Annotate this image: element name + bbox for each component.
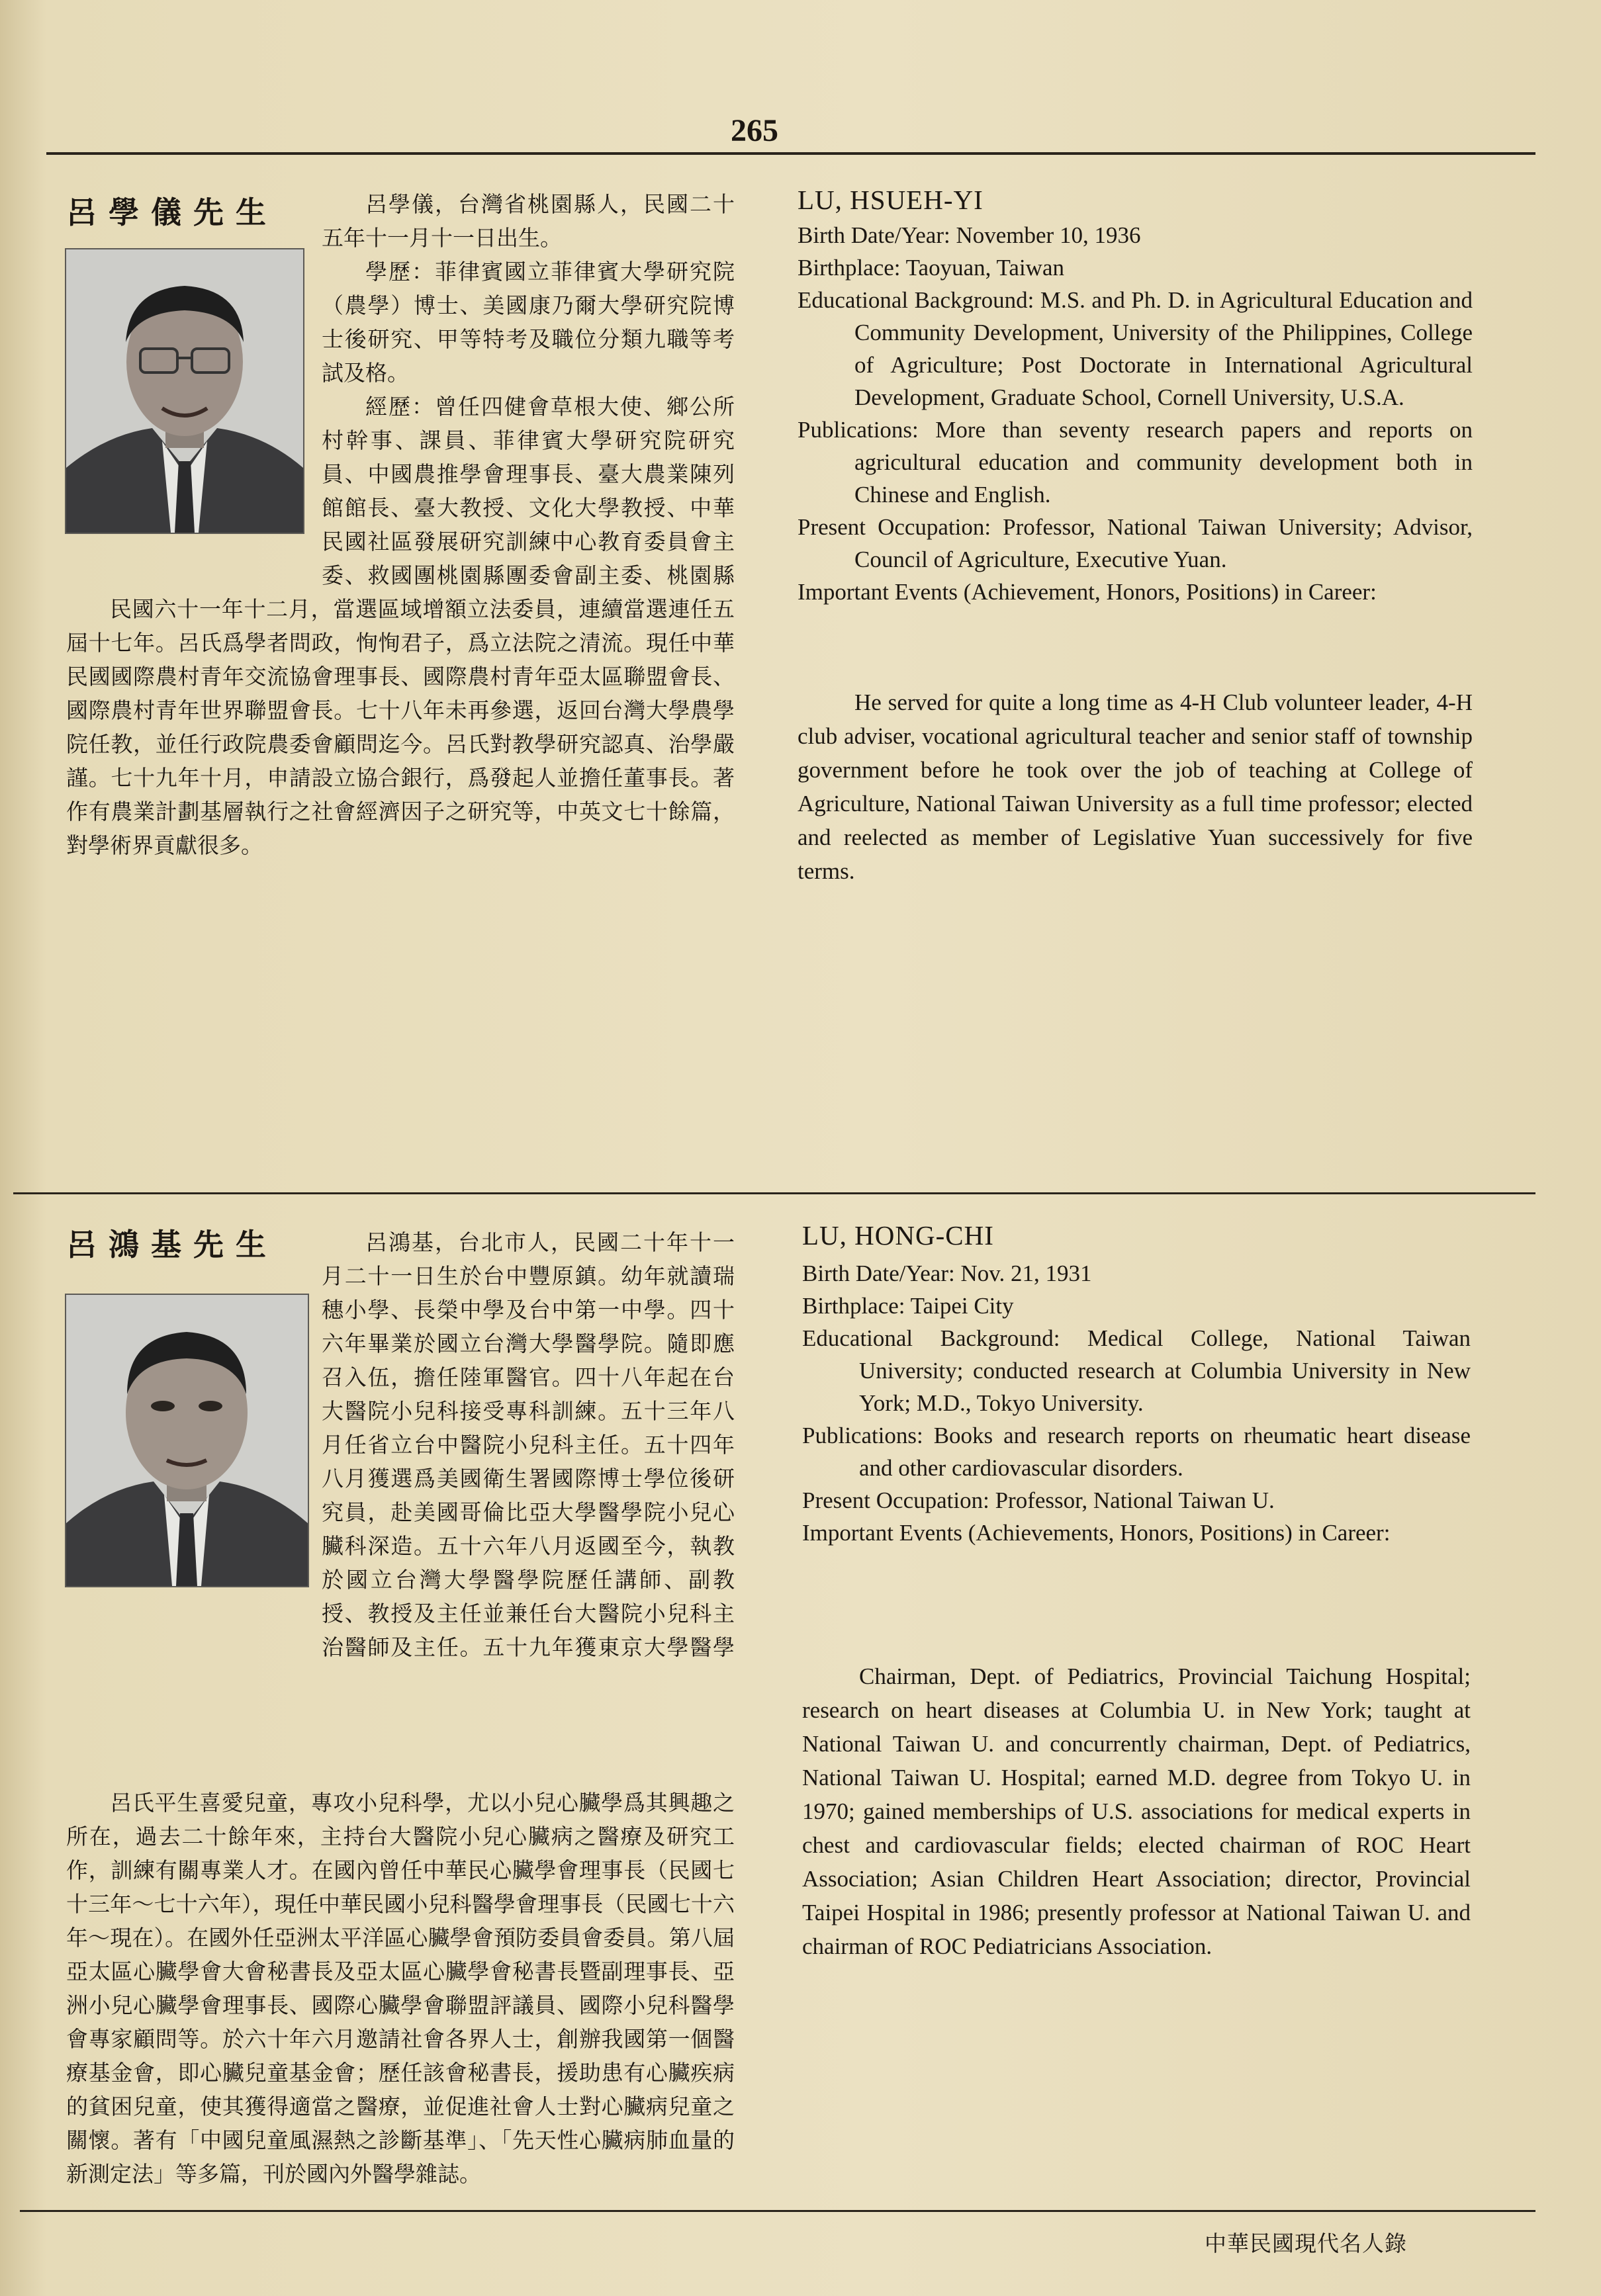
entry-2-chinese-biography xyxy=(66,1225,735,1664)
entry-2-chinese-interests xyxy=(66,1786,735,2191)
entry-1-chinese-intro: 呂學儀，台灣省桃園縣人，民國二十五年十一月十一日出生。 xyxy=(322,191,735,251)
entry-1-chinese-career-cont xyxy=(66,592,735,862)
entry-2-publications: Publications: Books and research reports on rheumatic heart disease and other cardiovascular disorders. xyxy=(802,1423,1471,1481)
entry-2-chinese-research: 呂氏平生喜愛兒童，專攻小兒科學，尤以小兒心臟學爲其興趣之所在，過去二十餘年來，主持台大醫院小兒心臟病之醫療及研究工作，訓練有關專業人才。在國內曾任中華民心臟學會理事長（民國七十三年～七十六年），現任中華民國小兒科醫學會理事長（民國七十六年～現在）。在國外任亞洲太平洋區心臟學會預防委員會委員。第八屆亞太區心臟學會大會秘書長及亞太區心臟學會秘書長暨副理事長、亞洲小兒心臟學會理事長、國際心臟學會聯盟評議員、國際小兒科醫學會專家顧問等。於六十年六月邀請社會各界人士，創辦我國第一個醫療基金會，即心臟兒童基金會；歷任該會秘書長，援助患有心臟疾病的貧困兒童，使其獲得適當之醫療，並促進社會人士對心臟病兒童之關懷。著有「中國兒童風濕熱之診斷基準」、「先天性心臟病肺血量的新測定法」等多篇，刊於國內外醫學雜誌。 xyxy=(66,1790,735,2187)
section-divider xyxy=(13,1192,1535,1194)
entry-2-occupation: Present Occupation: Professor, National Taiwan U. xyxy=(802,1487,1275,1513)
entry-2-chinese-career: 呂鴻基，台北市人，民國二十年十一月二十一日生於台中豐原鎮。幼年就讀瑞穗小學、長榮中學及台中第一中學。四十六年畢業於國立台灣大學醫學院。隨即應召入伍，擔任陸軍醫官。四十八年起在台大醫院小兒科接受專科訓練。五十三年八月任省立台中醫院小兒科主任。五十四年八月獲選爲美國衛生署國際博士學位後研究員，赴美國哥倫比亞大學醫學院小兒心臟科深造。五十六年八月返國至今，執教於國立台灣大學醫學院歷任講師、副教授、教授及主任並兼任台大醫院小兒科主治醫師及主任。五十九年獲東京大學醫學 xyxy=(322,1229,735,1660)
page-number: 265 xyxy=(731,113,778,148)
entry-2-chinese-name: 呂鴻基先生 xyxy=(66,1227,278,1262)
entry-2-english-name: LU, HONG-CHI xyxy=(802,1220,994,1251)
entry-2-english-fields xyxy=(802,1257,1471,1549)
entry-1-birth-date: Birth Date/Year: November 10, 1936 xyxy=(798,222,1141,248)
entry-1-english-fields xyxy=(798,219,1473,608)
entry-1-birthplace: Birthplace: Taoyuan, Taiwan xyxy=(798,255,1064,281)
entry-1-chinese-name: 呂學儀先生 xyxy=(66,195,278,230)
entry-1-occupation: Present Occupation: Professor, National Taiwan University; Advisor, Council of Agriculture, Executive Yuan. xyxy=(798,514,1473,572)
entry-1-education: Educational Background: M.S. and Ph. D. in Agricultural Education and Community Development, University of the Philippines, College of Agriculture; Post Doctorate in International Agricultural Development, Graduate School, Cornell University, U.S.A. xyxy=(798,287,1473,410)
footer-rule xyxy=(20,2210,1535,2212)
entry-1-events-heading: Important Events (Achievement, Honors, Positions) in Career: xyxy=(798,579,1377,605)
entry-1-events-text: He served for quite a long time as 4-H Club volunteer leader, 4-H club adviser, vocational agricultural teacher and senior staff of township government before he took over the job of teaching at College of Agriculture, National Taiwan University as a full time professor; elected and reelected as member of Legislative Yuan successively for five terms. xyxy=(798,689,1473,884)
entry-1-chinese-biography xyxy=(66,390,735,592)
entry-1-chinese-education: 學歷：菲律賓國立菲律賓大學研究院（農學）博士、美國康乃爾大學研究院博士後研究、甲等特考及職位分類九職等考試及格。 xyxy=(322,259,735,386)
entry-1-english-name: LU, HSUEH-YI xyxy=(798,185,983,215)
entry-1-publications: Publications: More than seventy research papers and reports on agricultural education and community development both in Chinese and English. xyxy=(798,417,1473,508)
book-title-footer: 中華民國現代名人錄 xyxy=(1205,2230,1407,2256)
entry-2-education: Educational Background: Medical College, National Taiwan University; conducted research at Columbia University in New York; M.D., Tokyo University. xyxy=(802,1325,1471,1416)
entry-2-birthplace: Birthplace: Taipei City xyxy=(802,1293,1014,1319)
entry-1-chinese-summary: 民國六十一年十二月，當選區域增額立法委員，連續當選連任五屆十七年。呂氏爲學者問政，恂恂君子，爲立法院之清流。現任中華民國國際農村青年交流協會理事長、國際農村青年亞太區聯盟會長、國際農村青年世界聯盟會長。七十八年未再參選，返回台灣大學農學院任教，並任行政院農委會顧問迄今。呂氏對教學研究認真、治學嚴謹。七十九年十月，申請設立協合銀行，爲發起人並擔任董事長。著作有農業計劃基層執行之社會經濟因子之研究等，中英文七十餘篇，對學術界貢獻很多。 xyxy=(66,596,735,858)
entry-2-birth-date: Birth Date/Year: Nov. 21, 1931 xyxy=(802,1260,1092,1286)
entry-1-chinese-career: 經歷：曾任四健會草根大使、鄉公所村幹事、課員、菲律賓大學研究院研究員、中國農推學會理事長、臺大農業陳列館館長、臺大教授、文化大學教授、中華民國社區發展研究訓練中心教育委員會主委、救國團桃園縣團委會副主委、桃園縣 xyxy=(322,394,735,588)
header-rule xyxy=(46,152,1535,155)
entry-2-events-text: Chairman, Dept. of Pediatrics, Provincial Taichung Hospital; research on heart diseases at Columbia U. in New York; taught at National Taiwan U. and concurrently chairman, Dept. of Pediatrics, National Taiwan U. Hospital; earned M.D. degree from Tokyo U. in 1970; gained memberships of U.S. associations for medical experts in chest and cardiovascular fields; elected chairman of ROC Heart Association; Asian Children Heart Association; director, Provincial Taipei Hospital in 1986; presently professor at National Taiwan U. and chairman of ROC Pediatricians Association. xyxy=(802,1663,1471,1959)
entry-2-events-heading: Important Events (Achievements, Honors, Positions) in Career: xyxy=(802,1520,1391,1546)
